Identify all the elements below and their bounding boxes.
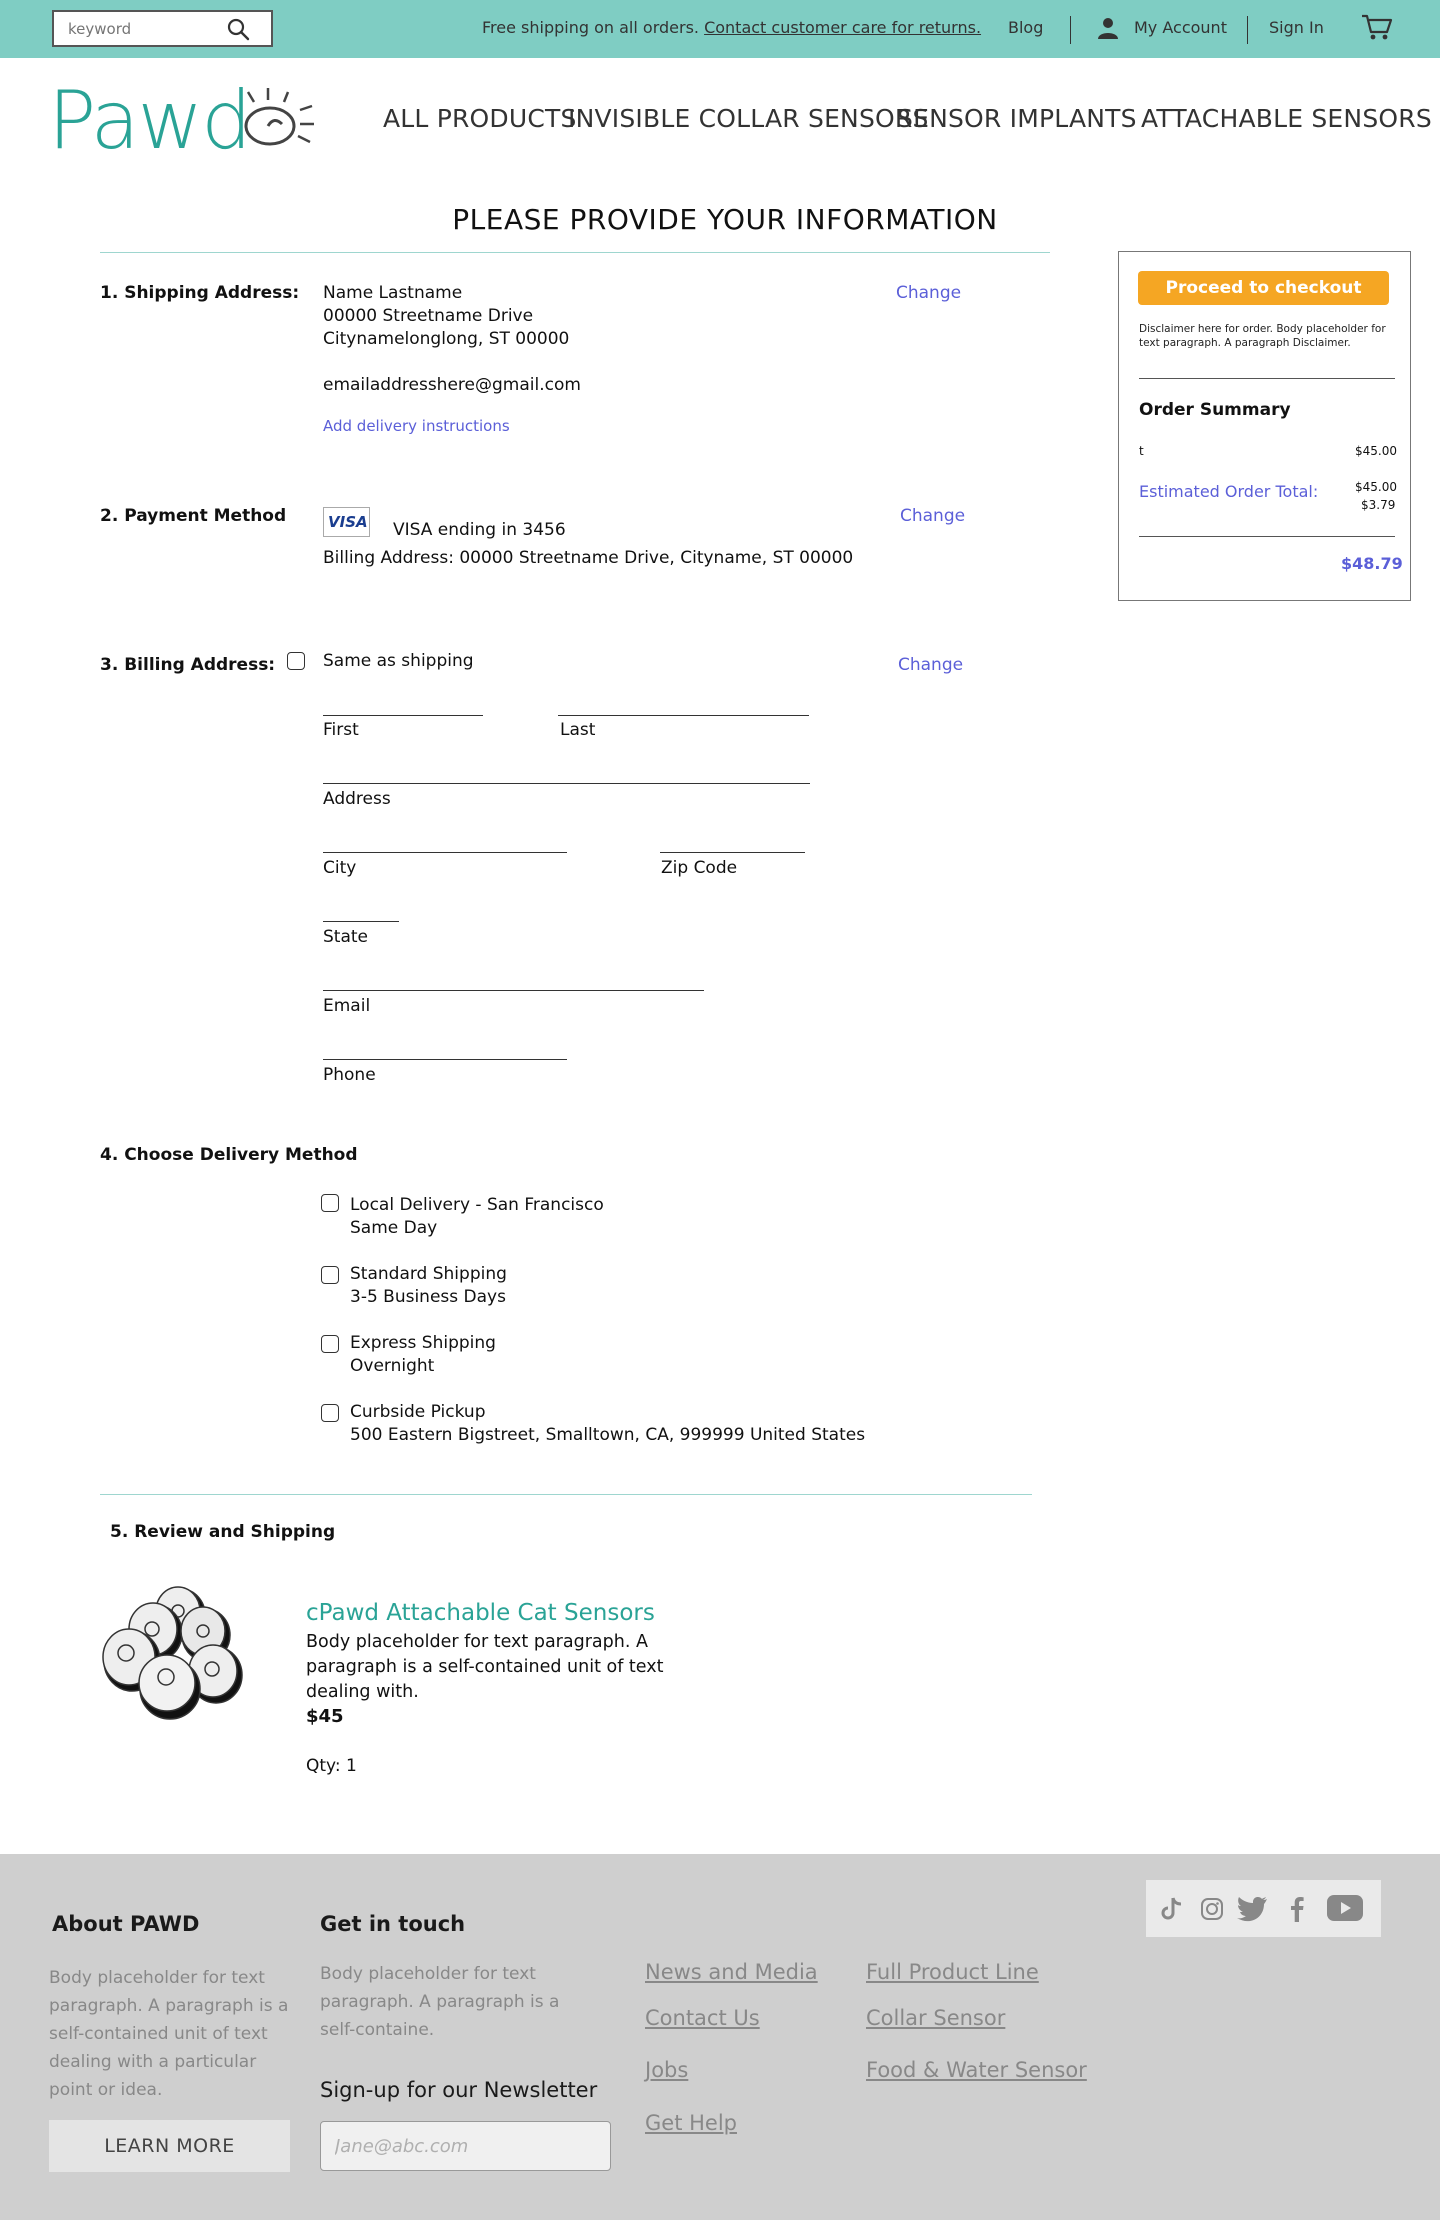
billing-address-label: 3. Billing Address: xyxy=(100,655,276,675)
newsletter-title: Sign-up for our Newsletter xyxy=(320,2078,598,2102)
estimated-total-label: Estimated Order Total: xyxy=(1139,482,1319,501)
footer-link-collar-sensor[interactable]: Collar Sensor xyxy=(866,2006,1006,2030)
summary-item-label: t xyxy=(1139,444,1144,458)
search-input[interactable] xyxy=(68,19,228,39)
about-title: About PAWD xyxy=(52,1912,200,1936)
shipping-note xyxy=(482,18,981,37)
phone-label: Phone xyxy=(323,1065,376,1085)
twitter-icon[interactable] xyxy=(1236,1896,1268,1922)
state-label: State xyxy=(323,927,368,947)
billing-change-link[interactable]: Change xyxy=(898,655,964,675)
tiktok-icon[interactable] xyxy=(1160,1896,1184,1922)
last-name-label: Last xyxy=(560,720,596,740)
visa-card-icon xyxy=(323,507,370,537)
cart-icon[interactable] xyxy=(1360,12,1394,42)
card-ending: VISA ending in 3456 xyxy=(393,520,566,540)
grand-total-value: $48.79 xyxy=(1341,554,1403,573)
first-name-label: First xyxy=(323,720,359,740)
delivery-option-sub: 500 Eastern Bigstreet, Smalltown, CA, 999999 United States xyxy=(350,1425,866,1445)
subtotal-value: $45.00 xyxy=(1355,480,1397,494)
product-description: Body placeholder for text paragraph. A paragraph is a self-contained unit of text dealing with. xyxy=(306,1632,664,1702)
delivery-option-sub: Overnight xyxy=(350,1356,435,1376)
learn-more-button[interactable]: LEARN MORE xyxy=(49,2120,290,2172)
blog-link[interactable]: Blog xyxy=(1008,18,1044,37)
divider xyxy=(100,1494,1032,1495)
order-summary-panel xyxy=(1118,251,1411,601)
email-label: Email xyxy=(323,996,371,1016)
delivery-option-title: Curbside Pickup xyxy=(350,1402,486,1422)
shipping-name: Name Lastname xyxy=(323,283,463,303)
delivery-option-checkbox[interactable] xyxy=(321,1266,339,1284)
delivery-option-title: Standard Shipping xyxy=(350,1264,507,1284)
same-as-shipping-checkbox[interactable] xyxy=(287,652,305,670)
city-label: City xyxy=(323,858,357,878)
payment-method-label: 2. Payment Method xyxy=(100,506,287,526)
search-icon[interactable] xyxy=(226,17,252,43)
delivery-option-checkbox[interactable] xyxy=(321,1335,339,1353)
review-shipping-label: 5. Review and Shipping xyxy=(110,1522,336,1542)
sign-in-link[interactable]: Sign In xyxy=(1269,18,1324,37)
summary-item-value: $45.00 xyxy=(1355,444,1397,458)
address-label: Address xyxy=(323,789,391,809)
footer-link-full-product-line[interactable]: Full Product Line xyxy=(866,1960,1039,1984)
divider xyxy=(1247,16,1248,44)
tax-value: $3.79 xyxy=(1361,498,1396,512)
contact-title: Get in touch xyxy=(320,1912,466,1936)
top-bar xyxy=(0,0,1440,58)
footer-link-help[interactable]: Get Help xyxy=(645,2111,737,2135)
my-account-link[interactable]: My Account xyxy=(1134,18,1227,37)
delivery-option-checkbox[interactable] xyxy=(321,1404,339,1422)
youtube-icon[interactable] xyxy=(1326,1894,1364,1922)
shipping-city: Citynamelonglong, ST 00000 xyxy=(323,329,570,349)
shipping-email: emailaddresshere@gmail.com xyxy=(323,375,581,395)
instagram-icon[interactable] xyxy=(1200,1897,1224,1921)
divider xyxy=(100,252,1050,253)
shipping-note-text: Free shipping on all orders. xyxy=(482,18,699,37)
product-title[interactable]: cPawd Attachable Cat Sensors xyxy=(306,1600,655,1626)
card-brand: VISA xyxy=(328,513,368,531)
order-summary-title: Order Summary xyxy=(1139,400,1291,420)
payment-billing-address: Billing Address: 00000 Streetname Drive, Cityname, ST 00000 xyxy=(323,548,854,568)
facebook-icon[interactable] xyxy=(1290,1896,1304,1922)
contact-body: Body placeholder for text paragraph. A paragraph is a self-containe. xyxy=(320,1964,560,2040)
delivery-method-label: 4. Choose Delivery Method xyxy=(100,1145,358,1165)
city-field[interactable] xyxy=(323,852,567,853)
shipping-street: 00000 Streetname Drive xyxy=(323,306,534,326)
footer-link-contact[interactable]: Contact Us xyxy=(645,2006,760,2030)
shipping-change-link[interactable]: Change xyxy=(896,283,962,303)
footer-link-jobs[interactable]: Jobs xyxy=(645,2058,689,2082)
delivery-option-title: Express Shipping xyxy=(350,1333,496,1353)
product-qty: Qty: 1 xyxy=(306,1756,357,1776)
delivery-option-sub: Same Day xyxy=(350,1218,438,1238)
customer-care-link[interactable]: Contact customer care for returns. xyxy=(704,18,982,37)
footer-link-news[interactable]: News and Media xyxy=(645,1960,818,1984)
same-as-shipping-label: Same as shipping xyxy=(323,651,474,671)
delivery-option-checkbox[interactable] xyxy=(321,1194,339,1212)
about-body: Body placeholder for text paragraph. A paragraph is a self-contained unit of text dealing with a particular point or idea. xyxy=(49,1968,289,2100)
first-name-field[interactable] xyxy=(323,715,483,716)
proceed-to-checkout-button[interactable]: Proceed to checkout xyxy=(1138,271,1389,305)
nav-invisible-collar-sensors[interactable]: INVISIBLE COLLAR SENSORS xyxy=(568,104,929,133)
logo[interactable]: Pawd xyxy=(48,74,250,167)
payment-change-link[interactable]: Change xyxy=(900,506,966,526)
footer-link-food-water-sensor[interactable]: Food & Water Sensor xyxy=(866,2058,1087,2082)
product-price: $45 xyxy=(306,1706,344,1727)
page-title: PLEASE PROVIDE YOUR INFORMATION xyxy=(452,203,998,236)
order-disclaimer: Disclaimer here for order. Body placeholder for text paragraph. A paragraph Disclaimer. xyxy=(1139,323,1386,349)
search-box[interactable] xyxy=(52,10,273,47)
phone-field[interactable] xyxy=(323,1059,567,1060)
add-delivery-instructions-link[interactable]: Add delivery instructions xyxy=(323,417,510,435)
divider xyxy=(1139,378,1395,379)
sensor-logo-icon xyxy=(238,86,318,150)
newsletter-email-input[interactable] xyxy=(320,2121,611,2171)
last-name-field[interactable] xyxy=(558,715,809,716)
cat-sensors-product-image xyxy=(96,1585,246,1725)
address-field[interactable] xyxy=(323,783,810,784)
shipping-address-label: 1. Shipping Address: xyxy=(100,283,300,303)
divider xyxy=(1070,16,1071,44)
zip-code-label: Zip Code xyxy=(661,858,738,878)
nav-all-products[interactable]: ALL PRODUCTS xyxy=(383,104,577,133)
divider xyxy=(1139,536,1395,537)
nav-sensor-implants[interactable]: SENSOR IMPLANTS xyxy=(897,104,1137,133)
delivery-option-title: Local Delivery - San Francisco xyxy=(350,1195,604,1215)
state-field[interactable] xyxy=(323,921,399,922)
delivery-option-sub: 3-5 Business Days xyxy=(350,1287,506,1307)
nav-attachable-sensors[interactable]: ATTACHABLE SENSORS xyxy=(1141,104,1432,133)
social-links xyxy=(1146,1880,1381,1937)
account-icon[interactable] xyxy=(1096,16,1120,40)
zip-code-field[interactable] xyxy=(660,852,805,853)
email-field[interactable] xyxy=(323,990,704,991)
